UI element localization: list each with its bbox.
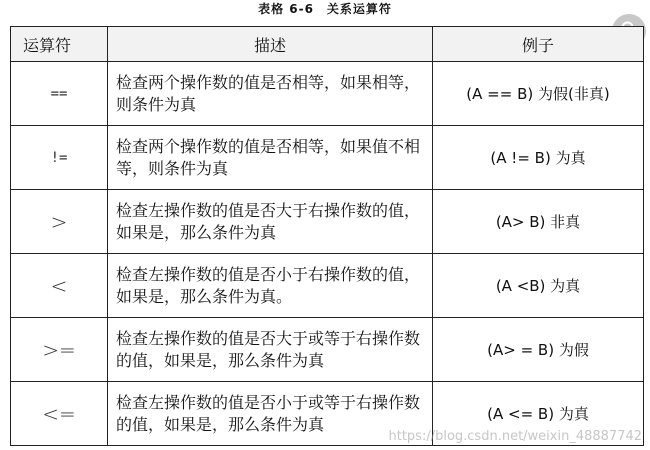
header-example: 例子	[433, 27, 644, 62]
operator-cell: >	[11, 190, 108, 254]
operator-cell: !=	[11, 126, 108, 190]
table-caption: 表格 6-6 关系运算符	[258, 2, 392, 16]
table-row	[11, 254, 644, 318]
example-cell: (A != B) 为真	[433, 126, 644, 190]
example-cell: (A <B) 为真	[433, 254, 644, 318]
operator-cell: <	[11, 254, 108, 318]
example-cell: (A> = B) 为假	[433, 318, 644, 382]
table-row	[11, 62, 644, 126]
table-row	[11, 190, 644, 254]
operator-cell: <=	[11, 382, 108, 446]
description-cell: 检查两个操作数的值是否相等，如果相等，则条件为真	[108, 62, 433, 126]
header-operator: 运算符	[11, 27, 108, 62]
operator-cell: ==	[11, 62, 108, 126]
table-row	[11, 126, 644, 190]
operator-cell: >=	[11, 318, 108, 382]
relational-operators-table	[10, 26, 644, 446]
header-description: 描述	[108, 27, 433, 62]
table-row	[11, 318, 644, 382]
watermark-text: https://blog.csdn.net/weixin_48887742	[388, 429, 642, 444]
description-cell: 检查两个操作数的值是否相等，如果值不相等，则条件为真	[108, 126, 433, 190]
example-cell: (A <= B) 为真	[433, 382, 644, 446]
example-cell: (A == B) 为假(非真)	[433, 62, 644, 126]
description-cell: 检查左操作数的值是否大于右操作数的值，如果是，那么条件为真	[108, 190, 433, 254]
table-header-row	[11, 27, 644, 62]
description-cell: 检查左操作数的值是否大于或等于右操作数的值，如果是，那么条件为真	[108, 318, 433, 382]
description-cell: 检查左操作数的值是否小于右操作数的值，如果是，那么条件为真。	[108, 254, 433, 318]
description-cell: 检查左操作数的值是否小于或等于右操作数的值，如果是，那么条件为真	[108, 382, 433, 446]
example-cell: (A> B) 非真	[433, 190, 644, 254]
